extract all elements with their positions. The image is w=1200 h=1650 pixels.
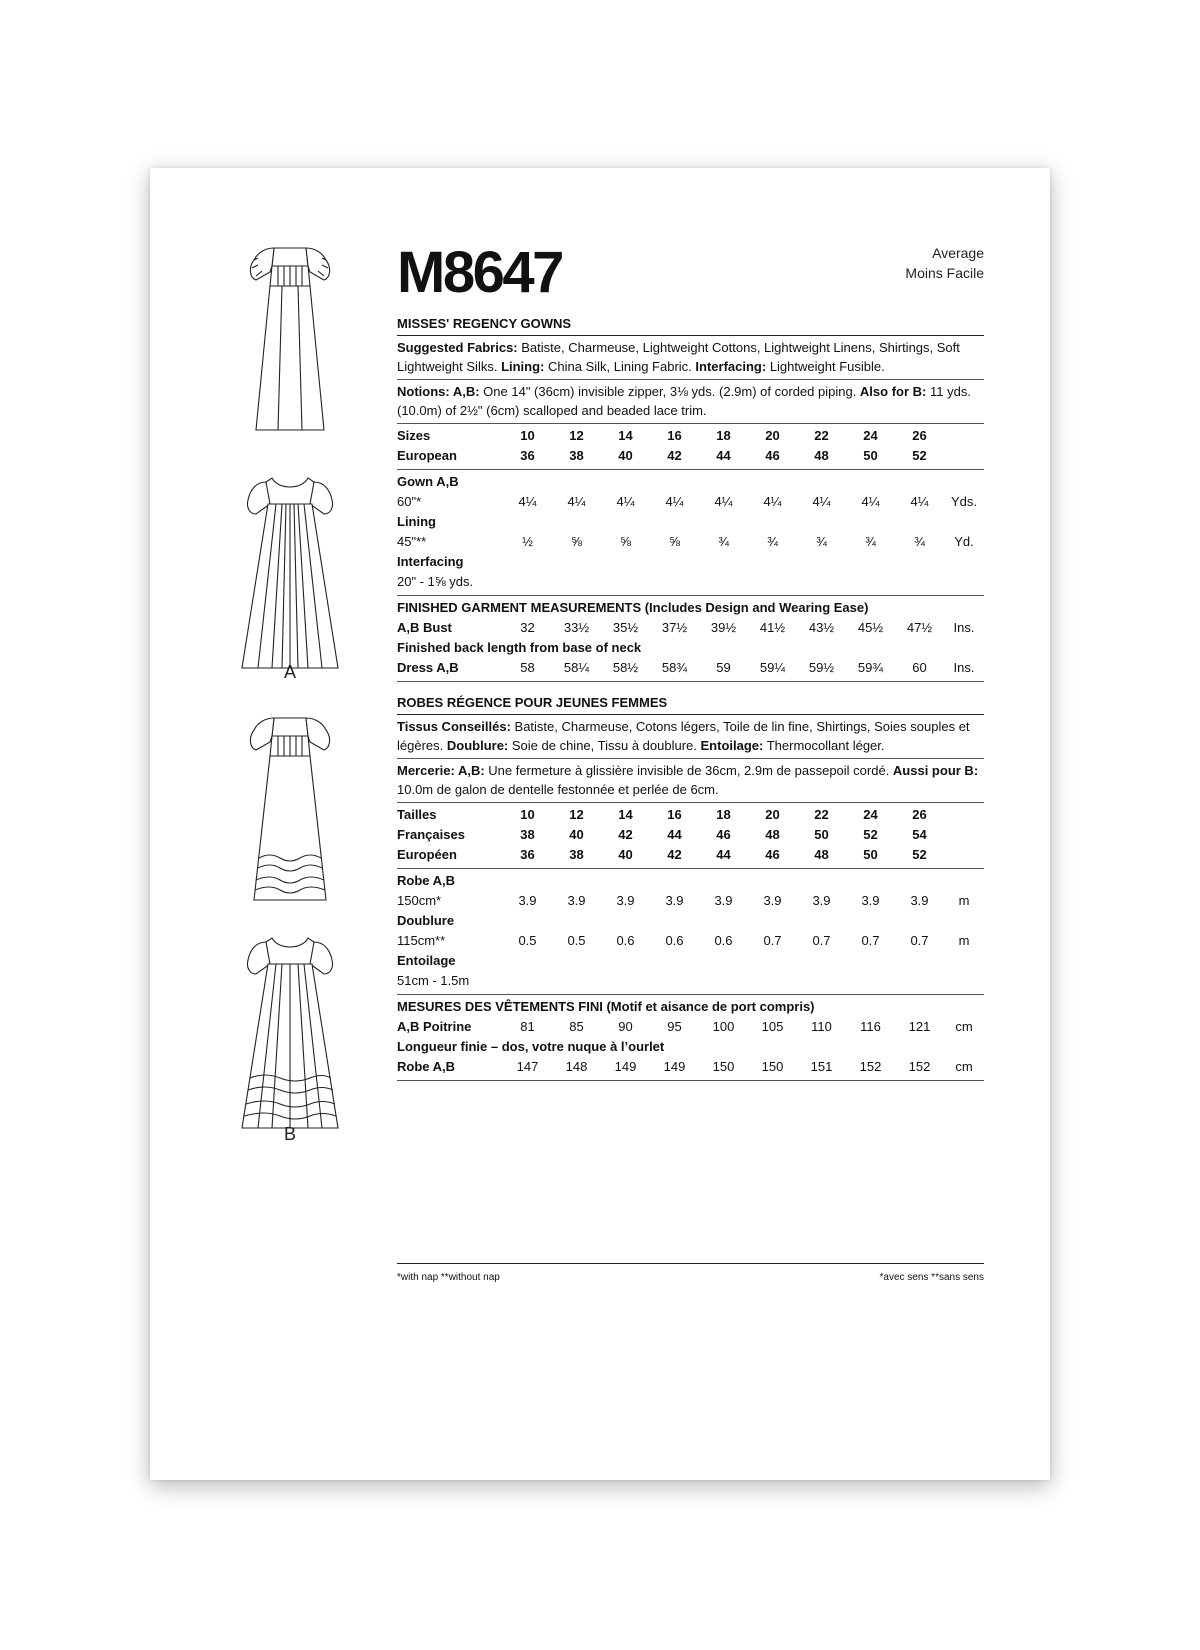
view-label-b: B [283, 1124, 296, 1144]
pattern-envelope-back [150, 168, 1050, 1480]
sketch-b-front [230, 708, 350, 908]
pattern-number: M8647 [397, 240, 562, 305]
fr-dress-row: Robe A,B 147 148 149 149 150 150 151 152 152 cm [397, 1059, 973, 1074]
en-bust-row: A,B Bust 32 33½ 35½ 37½ 39½ 41½ 43½ 45½ 47½ Ins. [397, 620, 975, 635]
en-title: MISSES' REGENCY GOWNS [397, 315, 984, 336]
fr-francaises-row: Françaises 38 40 42 44 46 48 50 52 54 [397, 827, 927, 842]
en-dress-row: Dress A,B 58 58¼ 58½ 58¾ 59 59¼ 59½ 59¾ 60 Ins. [397, 660, 975, 675]
en-fabrics: Suggested Fabrics: Batiste, Charmeuse, Lightweight Cottons, Lightweight Linens, Shirtings, Soft Lightweight Silks. Lining: China Silk, Lining Fabric. Interfacing: Lightweight Fusible. [397, 336, 984, 380]
fr-yardage-table: Robe A,B 150cm* 3.9 3.9 3.9 3.9 3.9 3.9 3.9 3.9 3.9 m Doublure 115cm** 0.5 0.5 0.6 0.6 0.6 0.7 0.7 0.7 0.7 m Entoilage 51cm - 1.5m [397, 869, 984, 995]
pattern-info [397, 240, 984, 1283]
en-interfacing-value: 20" - 1⅝ yds. [397, 574, 474, 589]
fr-europeen-row: Européen 36 38 40 42 44 46 48 50 52 [397, 847, 927, 862]
en-sizes-row: Sizes 10 12 14 16 18 20 22 24 26 [397, 428, 927, 443]
fr-sizes-table [397, 803, 984, 869]
fr-sizes-row: Tailles 10 12 14 16 18 20 22 24 26 [397, 807, 927, 822]
sketch-a-front [230, 238, 350, 438]
footnote-fr: *avec sens **sans sens [879, 1272, 984, 1283]
fr-bust-row: A,B Poitrine 81 85 90 95 100 105 110 116 121 cm [397, 1019, 973, 1034]
en-notions: Notions: A,B: One 14" (36cm) invisible zipper, 3⅛ yds. (2.9m) of corded piping. Also for B: 11 yds. (10.0m) of 2½" (6cm) scalloped and beaded lace trim. [397, 380, 984, 424]
en-european-row: European 36 38 40 42 44 46 48 50 52 [397, 448, 927, 463]
fr-robe-row: 150cm* 3.9 3.9 3.9 3.9 3.9 3.9 3.9 3.9 3.9 m [397, 893, 970, 908]
fr-notions: Mercerie: A,B: Une fermeture à glissière invisible de 36cm, 2.9m de passepoil cordé. Aussi pour B: 10.0m de galon de dentelle festonnée et perlée de 6cm. [397, 759, 984, 803]
fr-title: ROBES RÉGENCE POUR JEUNES FEMMES [397, 694, 984, 715]
en-lining-row: 45"** ½ ⅝ ⅝ ⅝ ¾ ¾ ¾ ¾ ¾ Yd. [397, 534, 974, 549]
en-yardage-table: Gown A,B 60"* 4¼ 4¼ 4¼ 4¼ 4¼ 4¼ 4¼ 4¼ 4¼ Yds. Lining 45"** ½ ⅝ ⅝ ⅝ ¾ ¾ ¾ ¾ ¾ Yd. Interfacing 20" - 1⅝ yds. [397, 470, 984, 596]
sketch-b-back [230, 928, 350, 1144]
en-sizes-table [397, 424, 984, 470]
difficulty-en: Average [932, 245, 984, 261]
en-gown-row: 60"* 4¼ 4¼ 4¼ 4¼ 4¼ 4¼ 4¼ 4¼ 4¼ Yds. [397, 494, 977, 509]
footnote-en: *with nap **without nap [397, 1272, 500, 1283]
fr-entoilage-value: 51cm - 1.5m [397, 973, 470, 988]
fr-fabrics: Tissus Conseillés: Batiste, Charmeuse, Cotons légers, Toile de lin fine, Shirtings, Soies souples et légères. Doublure: Soie de chine, Tissu à doublure. Entoilage: Thermocollant léger. [397, 715, 984, 759]
garment-sketches [230, 238, 350, 1198]
en-finished-table: FINISHED GARMENT MEASUREMENTS (Includes Design and Wearing Ease) A,B Bust 32 33½ 35½ 37½ 39½ 41½ 43½ 45½ 47½ Ins. Finished back length from base of neck Dress A,B 58 58¼ 58½ 58¾ 59 59¼ 59½ 59¾ 60 Ins. [397, 596, 984, 682]
fr-finished-table: MESURES DES VÊTEMENTS FINI (Motif et aisance de port compris) A,B Poitrine 81 85 90 95 100 105 110 116 121 cm Longueur finie – dos, votre nuque à l’ourlet Robe A,B 147 148 149 149 150 150 151 152 152 cm [397, 995, 984, 1081]
view-label-a: A [283, 662, 296, 682]
sketch-a-back [230, 468, 350, 682]
fr-doublure-row: 115cm** 0.5 0.5 0.6 0.6 0.6 0.7 0.7 0.7 0.7 m [397, 933, 970, 948]
difficulty-level [905, 243, 984, 283]
difficulty-fr: Moins Facile [905, 265, 984, 281]
footnotes [397, 1263, 984, 1287]
